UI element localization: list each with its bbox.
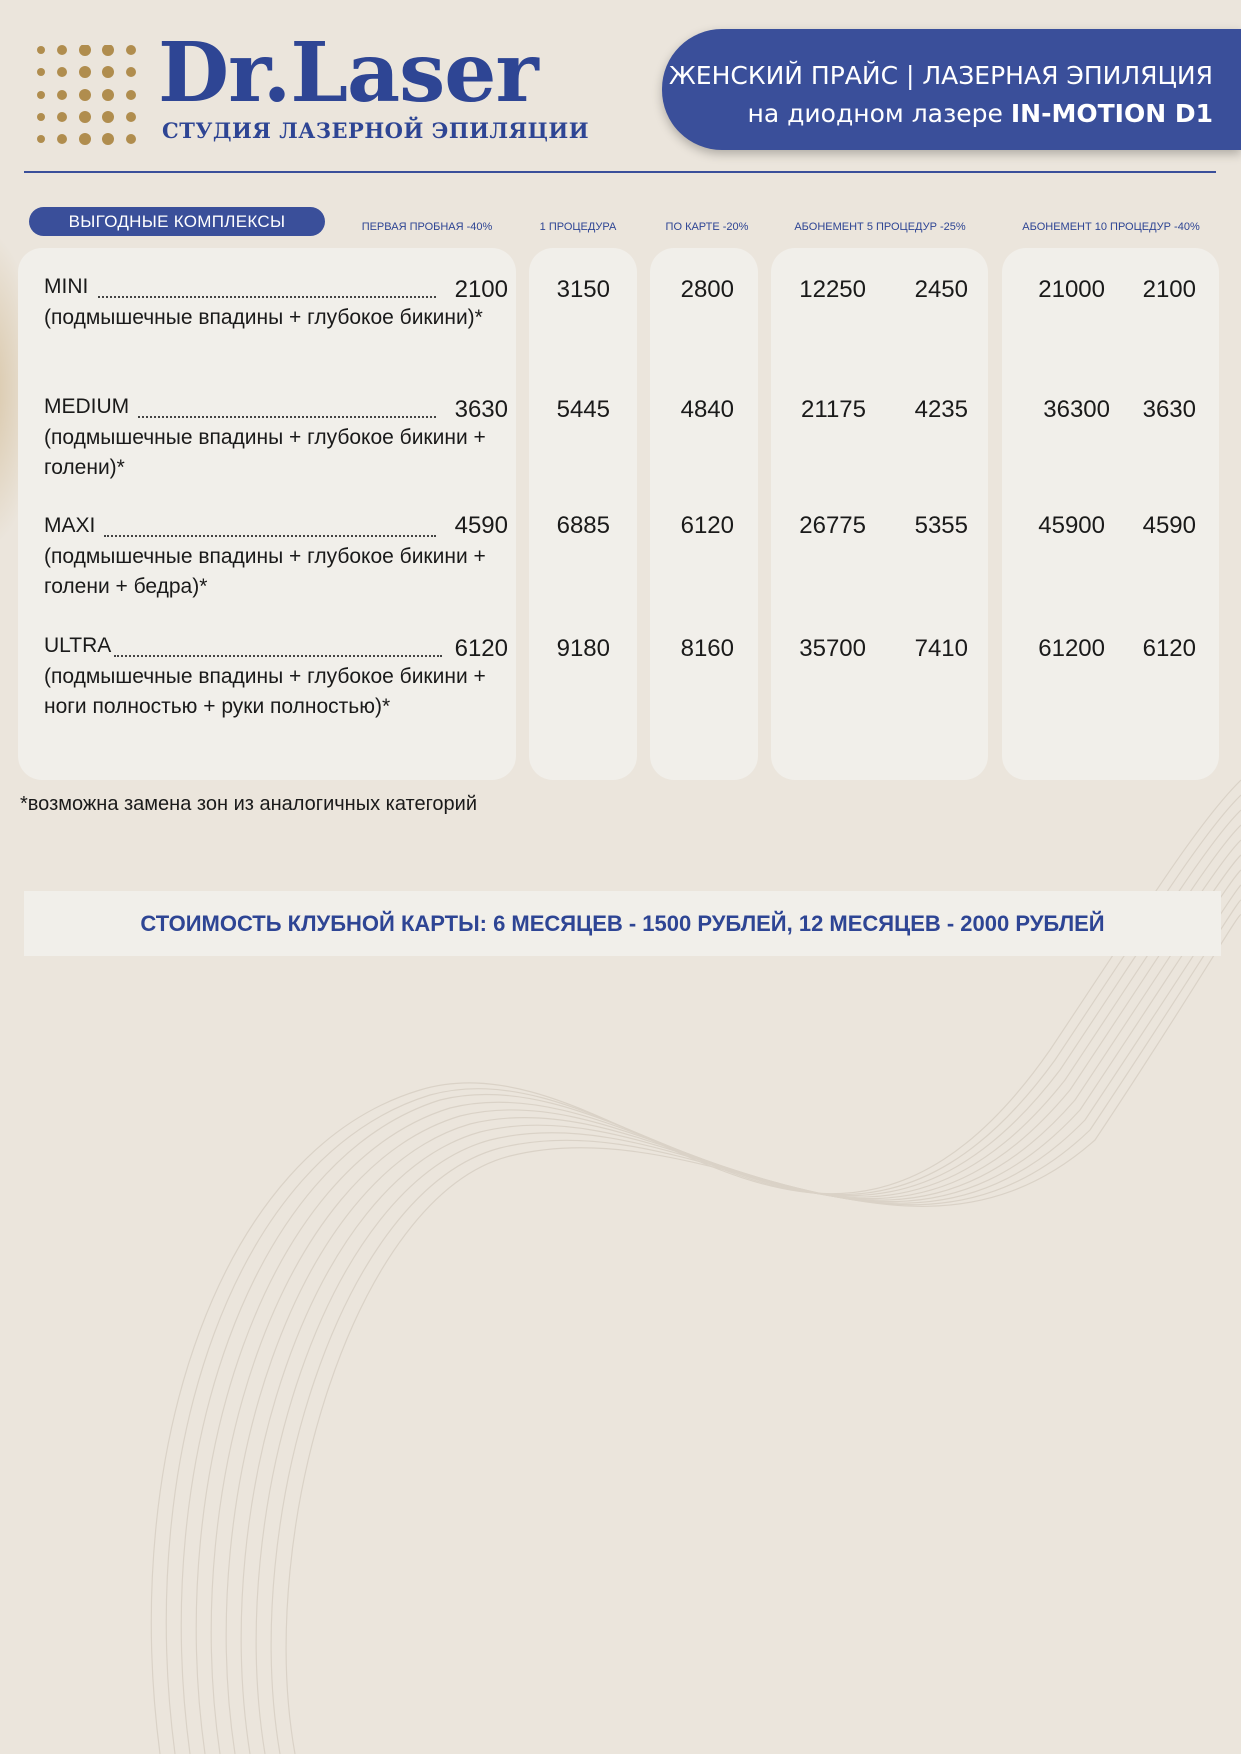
club-card-banner <box>24 891 1221 956</box>
package-name-mini: MINI <box>44 275 89 298</box>
price-sub5-each-maxi: 5355 <box>914 512 968 539</box>
price-sub10-total-mini: 21000 <box>1038 276 1105 303</box>
price-sub5-each-medium: 4235 <box>914 396 968 423</box>
logo-title: Dr.Laser <box>158 25 538 121</box>
logo-subtitle: СТУДИЯ ЛАЗЕРНОЙ ЭПИЛЯЦИИ <box>162 118 590 143</box>
price-sub10-each-maxi: 4590 <box>1142 512 1196 539</box>
column-header-trial: ПЕРВАЯ ПРОБНАЯ -40% <box>361 221 493 233</box>
price-card-maxi: 6120 <box>680 512 734 539</box>
header-subtitle-prefix: на диодном лазере <box>747 99 1011 128</box>
column-header-single: 1 ПРОЦЕДУРА <box>539 221 617 233</box>
price-card-medium: 4840 <box>680 396 734 423</box>
price-sub5-total-mini: 12250 <box>799 276 866 303</box>
price-trial-mini: 2100 <box>454 276 508 303</box>
package-description-ultra: (подмышечные впадины + глубокое бикини + ноги полностью + руки полностью)* <box>44 665 486 718</box>
price-sub5-total-ultra: 35700 <box>799 635 866 662</box>
price-single-mini: 3150 <box>556 276 610 303</box>
price-trial-maxi: 4590 <box>454 512 508 539</box>
footnote: *возможна замена зон из аналогичных категорий <box>20 793 478 815</box>
price-sub10-each-ultra: 6120 <box>1142 635 1196 662</box>
logo-dots-icon <box>36 45 146 145</box>
price-sub5-each-ultra: 7410 <box>914 635 968 662</box>
package-name-medium: MEDIUM <box>44 395 130 418</box>
price-card-ultra: 8160 <box>680 635 734 662</box>
section-label-pill: ВЫГОДНЫЕ КОМПЛЕКСЫ <box>29 207 325 236</box>
package-description-maxi: (подмышечные впадины + глубокое бикини + голени + бедра)* <box>44 545 486 598</box>
header-subtitle <box>748 99 1213 128</box>
price-sub5-total-maxi: 26775 <box>799 512 866 539</box>
leader-dots <box>104 535 436 537</box>
price-trial-medium: 3630 <box>454 396 508 423</box>
header-device-name: IN-MOTION D1 <box>1010 99 1213 128</box>
package-name-ultra: ULTRA <box>44 634 112 657</box>
column-header-card: ПО КАРТЕ -20% <box>665 221 749 233</box>
price-sub10-total-maxi: 45900 <box>1038 512 1105 539</box>
price-sub5-total-medium: 21175 <box>801 396 866 423</box>
price-card-mini: 2800 <box>680 276 734 303</box>
price-sub10-total-ultra: 61200 <box>1038 635 1105 662</box>
column-header-subscription-10: АБОНЕМЕНТ 10 ПРОЦЕДУР -40% <box>1022 221 1200 233</box>
price-single-ultra: 9180 <box>556 635 610 662</box>
price-single-medium: 5445 <box>556 396 610 423</box>
package-description-medium: (подмышечные впадины + глубокое бикини + голени)* <box>44 426 486 479</box>
price-sub5-each-mini: 2450 <box>914 276 968 303</box>
leader-dots <box>98 296 436 298</box>
header-title: ЖЕНСКИЙ ПРАЙС | ЛАЗЕРНАЯ ЭПИЛЯЦИЯ <box>668 61 1213 90</box>
header-divider <box>24 171 1216 173</box>
club-card-price-text: СТОИМОСТЬ КЛУБНОЙ КАРТЫ: 6 МЕСЯЦЕВ - 1500 РУБЛЕЙ, 12 МЕСЯЦЕВ - 2000 РУБЛЕЙ <box>140 910 1105 936</box>
column-header-subscription-5: АБОНЕМЕНТ 5 ПРОЦЕДУР -25% <box>794 221 966 233</box>
price-list-header-badge <box>662 29 1241 150</box>
price-sub10-each-medium: 3630 <box>1142 396 1196 423</box>
price-single-maxi: 6885 <box>556 512 610 539</box>
price-sub10-each-mini: 2100 <box>1142 276 1196 303</box>
price-sub10-total-medium: 36300 <box>1043 396 1110 423</box>
package-description-mini: (подмышечные впадины + глубокое бикини)* <box>44 306 483 329</box>
price-trial-ultra: 6120 <box>454 635 508 662</box>
package-name-maxi: MAXI <box>44 514 96 537</box>
